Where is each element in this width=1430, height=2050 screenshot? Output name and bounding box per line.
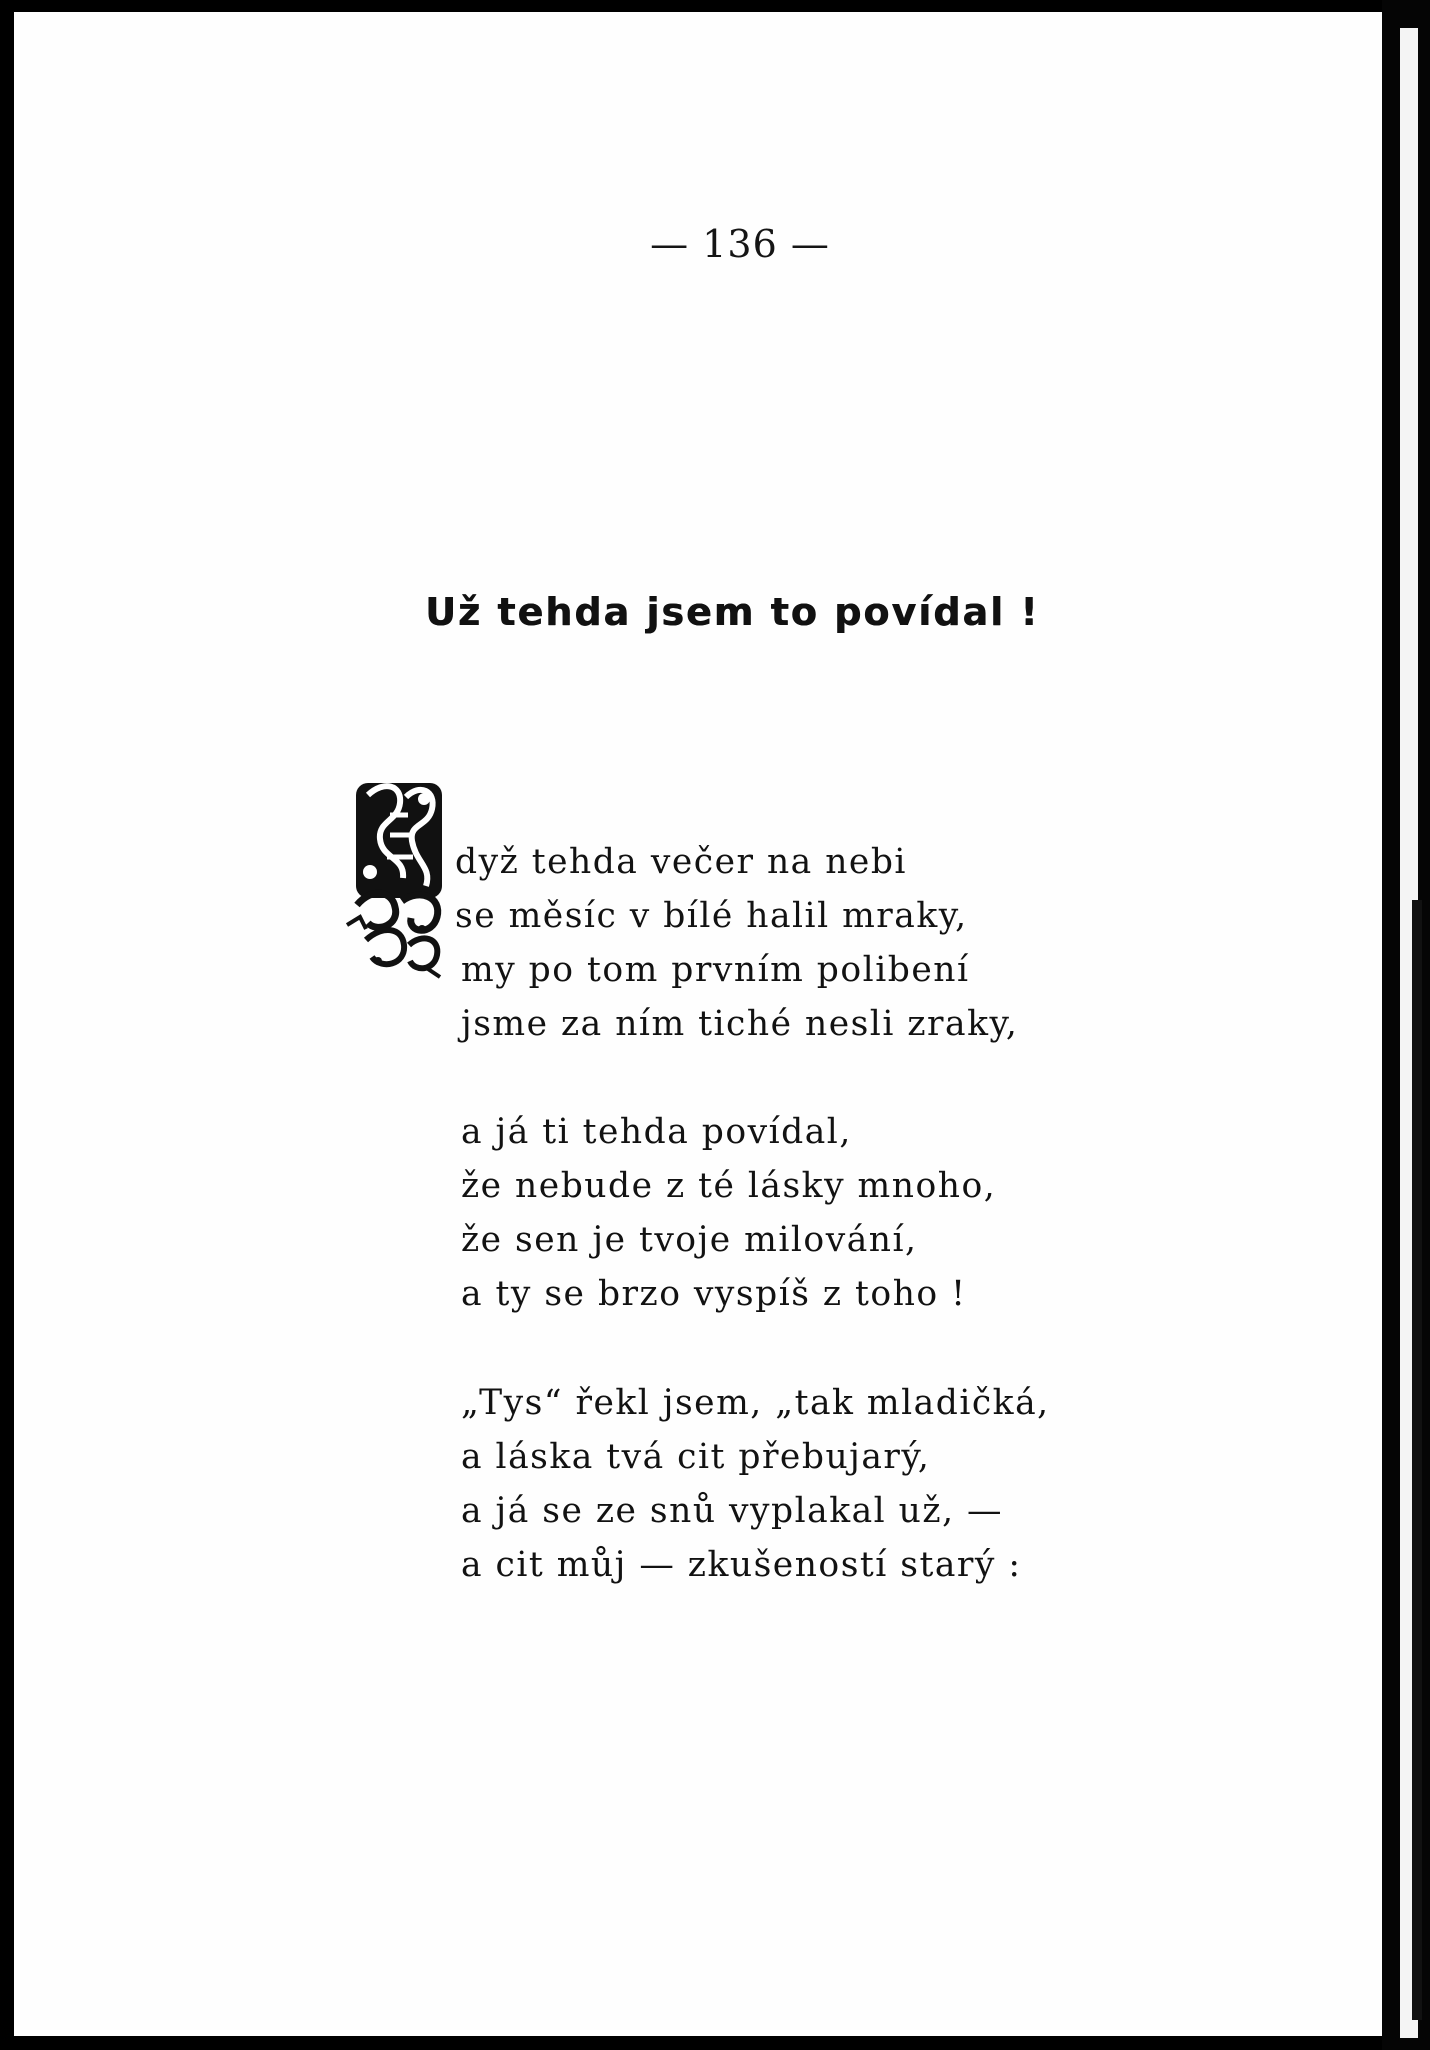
poem-line: a láska tvá cit přebujarý,: [461, 1437, 931, 1477]
poem-title: Už tehda jsem to povídal !: [425, 590, 1040, 634]
poem-line: jsme za ním tiché nesli zraky,: [461, 1004, 1019, 1044]
page-number: — 136 —: [650, 222, 830, 266]
poem-line: že sen je tvoje milování,: [461, 1220, 918, 1260]
poem-line: a já se ze snů vyplakal už, —: [461, 1491, 1003, 1531]
poem-line: „Tys“ řekl jsem, „tak mladičká,: [461, 1383, 1050, 1423]
ornamental-drop-cap: [342, 775, 452, 983]
poem-line: dyž tehda večer na nebi: [455, 842, 907, 882]
poem-line: že nebude z té lásky mnoho,: [461, 1166, 997, 1206]
poem-line: my po tom prvním polibení: [461, 950, 970, 990]
poem-line: a já ti tehda povídal,: [461, 1112, 852, 1152]
page-shadow-strip: [1412, 900, 1422, 2020]
poem-line: se měsíc v bílé halil mraky,: [455, 896, 968, 936]
poem-line: a cit můj — zkušeností starý :: [461, 1545, 1022, 1585]
poem-line: a ty se brzo vyspíš z toho !: [461, 1274, 967, 1314]
